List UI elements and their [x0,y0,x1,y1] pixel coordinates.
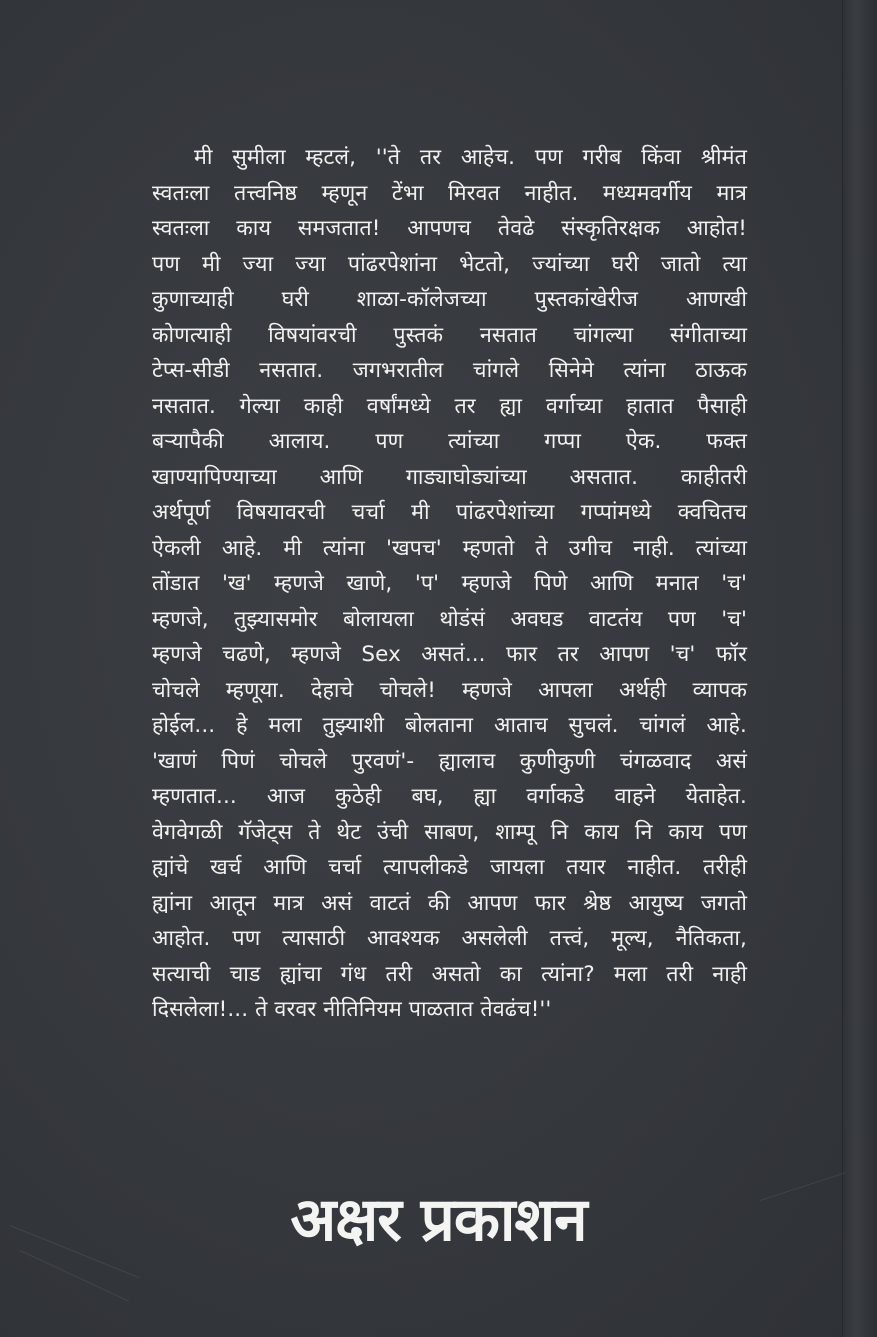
blurb-line: खाण्यापिण्याच्या आणि गाड्याघोड्यांच्या असतात. काहीतरी [152,464,747,490]
blurb-line: स्वतःला काय समजतात! आपणच तेवढे संस्कृतिरक्षक आहोत! [152,216,747,241]
blurb-text [152,140,747,1028]
blurb-line: टेप्स-सीडी नसतात. जगभरातील चांगले सिनेमे त्यांना ठाऊक [152,358,747,383]
blurb-line: अर्थपूर्ण विषयावरची चर्चा मी पांढरपेशांच्या गप्पांमध्ये क्वचितच [152,500,747,525]
blurb-line: नसतात. गेल्या काही वर्षांमध्ये तर ह्या वर्गाच्या हातात पैसाही [152,393,747,419]
blurb-line: कोणत्याही विषयांवरची पुस्तकं नसतात चांगल्या संगीताच्या [152,322,747,348]
blurb-line: दिसलेला!... ते वरवर नीतिनियम पाळतात तेवढंच!'' [152,997,552,1022]
publisher-logo: अक्षर प्रकाशन [290,1185,587,1255]
blurb-line: बऱ्यापैकी आलाय. पण त्यांच्या गप्पा ऐक. फक्त [152,429,747,454]
blurb-line: म्हणजे, तुझ्यासमोर बोलायला थोडंसं अवघड वाटतंय पण 'च' [152,606,747,632]
blurb-line: स्वतःला तत्त्वनिष्ठ म्हणून टेंभा मिरवत नाहीत. मध्यमवर्गीय मात्र [152,180,747,206]
spine-edge [842,0,877,1337]
blurb-line: ह्यांना आतून मात्र असं वाटतं की आपण फार श्रेष्ठ आयुष्य जगतो [152,890,747,916]
blurb-line: सत्याची चाड ह्यांचा गंध तरी असतो का त्यांना? मला तरी नाही [152,961,747,987]
blurb-line: तोंडात 'ख' म्हणजे खाणे, 'प' म्हणजे पिणे आणि मनात 'च' [152,571,747,596]
blurb-line: म्हणजे चढणे, म्हणजे Sex असतं... फार तर आपण 'च' फॉर [152,642,747,667]
blurb-line: होईल... हे मला तुझ्याशी बोलताना आताच सुचलं. चांगलं आहे. [152,713,747,738]
blurb-line: ऐकली आहे. मी त्यांना 'खपच' म्हणतो ते उगीच नाही. त्यांच्या [152,535,747,561]
blurb-line: मी सुमीला म्हटलं, ''ते तर आहेच. पण गरीब किंवा श्रीमंत [194,145,747,170]
blurb-line: पण मी ज्या ज्या पांढरपेशांना भेटतो, ज्यांच्या घरी जातो त्या [152,251,747,277]
blurb-line: 'खाणं पिणं चोचले पुरवणं'- ह्यालाच कुणीकुणी चंगळवाद असं [152,748,747,774]
blurb-line: चोचले म्हणूया. देहाचे चोचले! म्हणजे आपला अर्थही व्यापक [152,677,747,703]
blurb-line: कुणाच्याही घरी शाळा-कॉलेजच्या पुस्तकांखेरीज आणखी [152,287,747,312]
blurb-line: ह्यांचे खर्च आणि चर्चा त्यापलीकडे जायला तयार नाहीत. तरीही [152,855,747,880]
blurb-line: आहोत. पण त्यासाठी आवश्यक असलेली तत्त्वं, मूल्य, नैतिकता, [152,926,747,951]
blurb-line: वेगवेगळी गॅजेट्स ते थेट उंची साबण, शाम्पू नि काय नि काय पण [152,819,747,845]
blurb-line: म्हणतात... आज कुठेही बघ, ह्या वर्गाकडे वाहने येताहेत. [152,784,747,809]
